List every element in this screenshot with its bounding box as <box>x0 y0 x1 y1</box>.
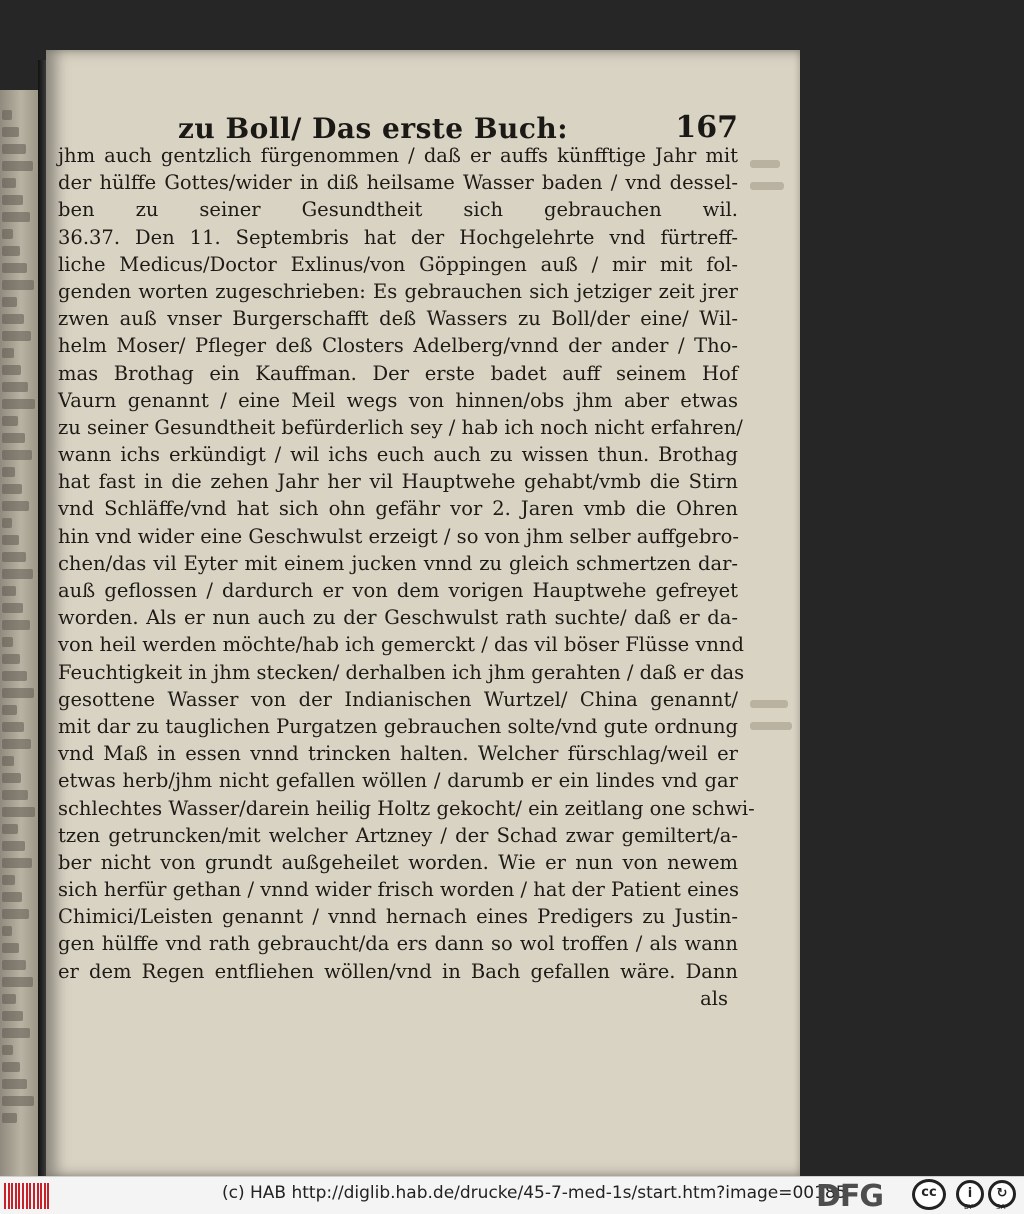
text-line: schlechtes Wasser/darein heilig Holtz gekocht/ ein zeitlang one schwi- <box>58 796 755 820</box>
text-line: zwen auß vnser Burgerschafft deß Wassers zu Boll/der eine/ Wil- <box>58 307 738 331</box>
logo-bar <box>33 1183 35 1209</box>
previous-leaf-text-fragment <box>2 875 15 885</box>
previous-leaf-text-fragment <box>2 705 17 715</box>
text-line: ben zu seiner Gesundtheit sich gebrauchen wil. <box>58 198 738 222</box>
previous-leaf-text-fragment <box>2 144 26 154</box>
previous-leaf-text-fragment <box>2 399 35 409</box>
previous-leaf-text-fragment <box>2 569 33 579</box>
show-through-mark <box>750 182 784 190</box>
show-through-mark <box>750 700 788 708</box>
previous-leaf-text-fragment <box>2 1079 27 1089</box>
book-page <box>46 50 800 1176</box>
previous-leaf-text-fragment <box>2 246 20 256</box>
previous-leaf-edge <box>0 90 38 1176</box>
previous-leaf-text-fragment <box>2 365 21 375</box>
previous-leaf-text-fragment <box>2 1028 30 1038</box>
license-sa-label: SA <box>996 1203 1006 1211</box>
previous-leaf-text-fragment <box>2 620 30 630</box>
previous-leaf-text-fragment <box>2 382 28 392</box>
previous-leaf-text-fragment <box>2 790 28 800</box>
running-head-title: zu Boll/ Das erste Buch: <box>178 112 569 145</box>
previous-leaf-text-fragment <box>2 212 30 222</box>
previous-leaf-text-fragment <box>2 1045 13 1055</box>
text-line: jhm auch gentzlich fürgenommen / daß er auffs künfftige Jahr mit <box>58 144 738 167</box>
previous-leaf-text-fragment <box>2 178 16 188</box>
text-line: gesottene Wasser von der Indianischen Wurtzel/ China genannt/ <box>58 687 738 711</box>
logo-bar <box>4 1183 6 1209</box>
text-line: helm Moser/ Pfleger deß Closters Adelberg/vnnd der ander / Tho- <box>58 334 738 358</box>
previous-leaf-text-fragment <box>2 722 24 732</box>
logo-bar <box>11 1183 13 1209</box>
text-line: Feuchtigkeit in jhm stecken/ derhalben ich jhm gerahten / daß er das <box>58 660 745 684</box>
previous-leaf-text-fragment <box>2 280 34 290</box>
logo-bar <box>29 1183 31 1209</box>
previous-leaf-text-fragment <box>2 263 27 273</box>
text-line: etwas herb/jhm nicht gefallen wöllen / darumb er ein lindes vnd gar <box>58 769 738 793</box>
text-line: Chimici/Leisten genannt / vnnd hernach eines Predigers zu Justin- <box>58 905 738 929</box>
previous-leaf-text-fragment <box>2 807 35 817</box>
logo-bar <box>18 1183 20 1209</box>
previous-leaf-text-fragment <box>2 994 16 1004</box>
text-line: zu seiner Gesundtheit befürderlich sey / hab ich noch nicht erfahren/ <box>58 415 743 439</box>
previous-leaf-text-fragment <box>2 331 31 341</box>
previous-leaf-text-fragment <box>2 858 32 868</box>
previous-leaf-text-fragment <box>2 501 29 511</box>
text-line: hin vnd wider eine Geschwulst erzeigt / so von jhm selber auffgebro- <box>58 524 739 548</box>
previous-leaf-text-fragment <box>2 892 22 902</box>
page-number: 167 <box>675 110 738 145</box>
previous-leaf-text-fragment <box>2 297 17 307</box>
book-spine-shadow <box>38 60 46 1176</box>
previous-leaf-text-fragment <box>2 229 13 239</box>
citation-link[interactable]: (c) HAB http://diglib.hab.de/drucke/45-7-med-1s/start.htm?image=00185 <box>222 1183 847 1203</box>
previous-leaf-text-fragment <box>2 467 15 477</box>
previous-leaf-text-fragment <box>2 195 23 205</box>
previous-leaf-text-fragment <box>2 552 26 562</box>
previous-leaf-text-fragment <box>2 841 25 851</box>
verso-show-through <box>746 160 796 760</box>
logo-bar <box>44 1183 46 1209</box>
previous-leaf-text-fragment <box>2 484 22 494</box>
previous-leaf-text-fragment <box>2 1096 34 1106</box>
logo-bar <box>22 1183 24 1209</box>
logo-bar <box>40 1183 42 1209</box>
logo-bar <box>37 1183 39 1209</box>
previous-leaf-text-fragment <box>2 637 13 647</box>
previous-leaf-text-fragment <box>2 518 12 528</box>
text-line: genden worten zugeschrieben: Es gebrauchen sich jetziger zeit jrer <box>58 279 738 303</box>
hab-logo-icon <box>4 1183 50 1209</box>
text-line: mas Brothag ein Kauffman. Der erste badet auff seinem Hof <box>58 361 738 385</box>
text-line: gen hülffe vnd rath gebraucht/da ers dann so wol troffen / als wann <box>58 932 738 956</box>
previous-leaf-text-fragment <box>2 1011 23 1021</box>
dfg-logo: DFG <box>816 1179 884 1214</box>
previous-leaf-text-fragment <box>2 773 21 783</box>
logo-bar <box>15 1183 17 1209</box>
show-through-mark <box>750 160 780 168</box>
text-line: Vaurn genannt / eine Meil wegs von hinnen/obs jhm aber etwas <box>58 388 738 412</box>
previous-leaf-text-fragment <box>2 416 18 426</box>
text-line: worden. Als er nun auch zu der Geschwulst rath suchte/ daß er da- <box>58 606 738 630</box>
logo-bar <box>8 1183 10 1209</box>
text-line: vnd Maß in essen vnnd trincken halten. Welcher fürschlag/weil er <box>58 742 738 766</box>
by-icon: i <box>956 1180 984 1208</box>
footer-bar <box>0 1176 1024 1214</box>
previous-leaf-text-fragment <box>2 909 29 919</box>
text-line: wann ichs erkündigt / wil ichs euch auch zu wissen thun. Brothag <box>58 443 738 467</box>
previous-leaf-text-fragment <box>2 314 24 324</box>
previous-leaf-text-fragment <box>2 161 33 171</box>
previous-leaf-text-fragment <box>2 535 19 545</box>
text-line: liche Medicus/Doctor Exlinus/von Göppingen auß / mir mit fol- <box>58 252 738 276</box>
text-line: chen/das vil Eyter mit einem jucken vnnd zu gleich schmertzen dar- <box>58 551 738 575</box>
previous-leaf-text-fragment <box>2 433 25 443</box>
text-line: auß geflossen / dardurch er von dem vorigen Hauptwehe gefreyet <box>58 579 738 602</box>
previous-leaf-text-fragment <box>2 586 16 596</box>
body-text <box>58 142 755 1012</box>
cc-icon: cc <box>912 1179 946 1210</box>
previous-leaf-text-fragment <box>2 603 23 613</box>
previous-leaf-text-fragment <box>2 977 33 987</box>
text-line: vnd Schläffe/vnd hat sich ohn gefähr vor 2. Jaren vmb die Ohren <box>58 497 738 521</box>
logo-bar <box>47 1183 49 1209</box>
text-line: hat fast in die zehen Jahr her vil Hauptwehe gehabt/vmb die Stirn <box>58 470 738 494</box>
previous-leaf-text-fragment <box>2 943 19 953</box>
previous-leaf-text-fragment <box>2 1062 20 1072</box>
previous-leaf-text-fragment <box>2 688 34 698</box>
sa-icon: ↻ <box>988 1180 1016 1208</box>
text-line: von heil werden möchte/hab ich gemerckt / das vil böser Flüsse vnnd <box>58 633 744 657</box>
previous-leaf-text-fragment <box>2 348 14 358</box>
previous-leaf-text-fragment <box>2 1113 17 1123</box>
previous-leaf-text-fragment <box>2 654 20 664</box>
text-line: tzen getruncken/mit welcher Artzney / der Schad zwar gemiltert/a- <box>58 823 738 847</box>
previous-leaf-text-fragment <box>2 960 26 970</box>
previous-leaf-text-fragment <box>2 739 31 749</box>
text-line: 36.37. Den 11. Septembris hat der Hochgelehrte vnd fürtreff- <box>58 225 738 249</box>
previous-leaf-text-fragment <box>2 756 14 766</box>
previous-leaf-text-fragment <box>2 450 32 460</box>
show-through-mark <box>750 722 792 730</box>
previous-leaf-text-fragment <box>2 926 12 936</box>
text-line: ber nicht von grundt außgeheilet worden. Wie er nun von newem <box>58 850 738 874</box>
previous-leaf-text-fragment <box>2 824 18 834</box>
text-line: als <box>700 986 728 1010</box>
previous-leaf-text-fragment <box>2 127 19 137</box>
previous-leaf-text-fragment <box>2 671 27 681</box>
text-line: mit dar zu tauglichen Purgatzen gebrauchen solte/vnd gute ordnung <box>58 714 738 738</box>
text-line: er dem Regen entfliehen wöllen/vnd in Bach gefallen wäre. Dann <box>58 959 738 983</box>
previous-leaf-text-fragment <box>2 110 12 120</box>
logo-bar <box>26 1183 28 1209</box>
text-line: der hülffe Gottes/wider in diß heilsame Wasser baden / vnd dessel- <box>58 171 738 195</box>
text-line: sich herfür gethan / vnnd wider frisch worden / hat der Patient eines <box>58 878 739 902</box>
license-by-label: BY <box>964 1203 973 1211</box>
